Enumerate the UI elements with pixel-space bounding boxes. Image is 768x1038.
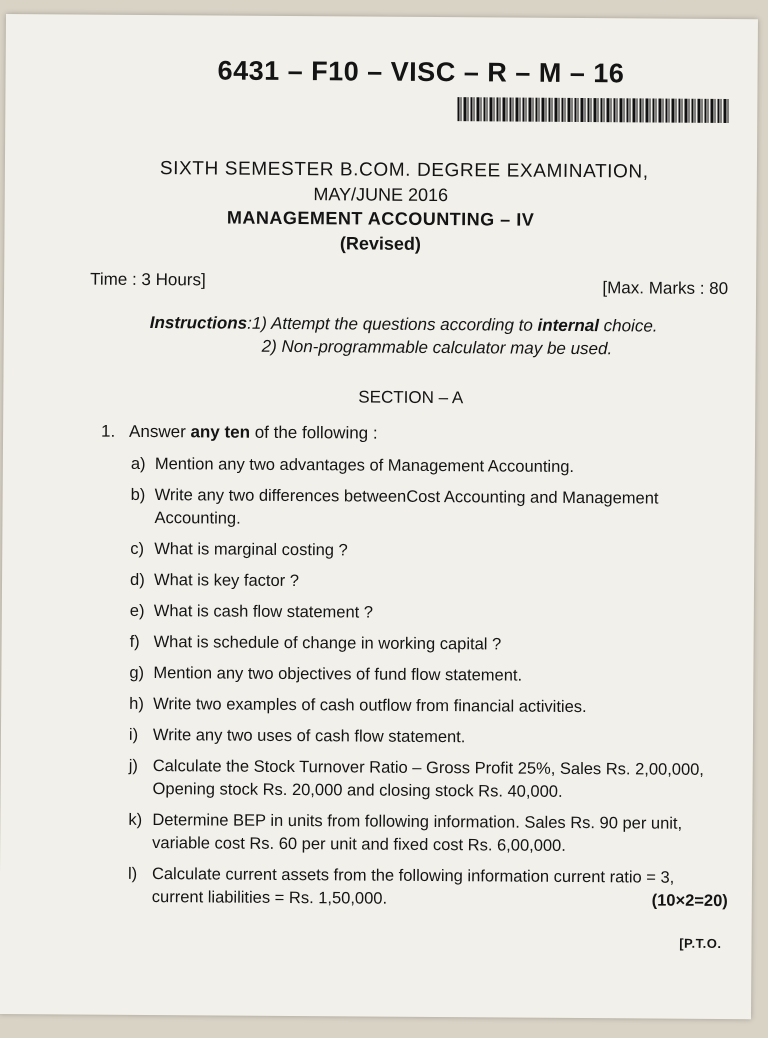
sub-question-text: Write two examples of cash outflow from financial activities.	[153, 695, 587, 717]
sub-question-label: h)	[129, 694, 144, 713]
sub-question-text: What is schedule of change in working capital ?	[153, 633, 502, 654]
sub-question-g	[129, 662, 729, 689]
sub-question-e	[130, 600, 730, 627]
sub-question-c	[130, 538, 730, 565]
sub-question-label: l)	[127, 864, 138, 883]
max-marks: [Max. Marks : 80	[602, 278, 729, 299]
sub-question-b	[130, 484, 730, 534]
sub-question-label: d)	[129, 570, 145, 589]
question-bold: any ten	[190, 422, 251, 442]
subject-title: MANAGEMENT ACCOUNTING – IV	[226, 207, 535, 230]
sub-question-label: b)	[130, 485, 146, 504]
sub-question-a	[131, 453, 731, 480]
sub-question-text: Calculate the Stock Turnover Ratio – Gross Profit 25%, Sales Rs. 2,00,000, Opening stock Rs. 20,000 and closing stock Rs. 40,000.	[152, 757, 704, 801]
sub-question-label: e)	[129, 601, 145, 620]
sub-question-text: Mention any two advantages of Management Accounting.	[154, 455, 575, 476]
sub-question-label: f)	[129, 632, 140, 651]
sub-question-text: What is cash flow statement ?	[153, 602, 374, 622]
question-number: 1.	[101, 421, 116, 441]
sub-question-j	[129, 755, 729, 805]
section-heading: SECTION – A	[358, 387, 464, 408]
question-suffix: of the following :	[249, 422, 378, 443]
sub-question-text: Mention any two objectives of fund flow statement.	[153, 664, 523, 685]
instructions-line-2: 2) Non-programmable calculator may be used.	[261, 336, 613, 359]
pto-label: [P.T.O.	[679, 935, 722, 952]
sub-question-label: i)	[128, 725, 139, 744]
sub-question-label: a)	[130, 454, 146, 473]
time-allowed: Time : 3 Hours]	[90, 269, 206, 290]
sub-question-text: Write any two uses of cash flow statement.	[152, 726, 466, 747]
sub-question-l	[128, 863, 728, 913]
sub-question-text: What is key factor ?	[153, 571, 300, 591]
sub-question-i	[129, 724, 729, 751]
revised-label: (Revised)	[339, 233, 421, 254]
instructions-line-1	[150, 313, 658, 337]
sub-question-label: c)	[130, 539, 145, 558]
sub-question-d	[130, 569, 730, 596]
question-prefix: Answer	[129, 421, 191, 442]
paper-code: 6431 – F10 – VISC – R – M – 16	[217, 55, 625, 89]
sub-question-list	[128, 453, 731, 921]
sub-question-k	[128, 809, 728, 859]
instructions-heading: Instructions	[149, 313, 248, 333]
sub-question-label: j)	[128, 756, 138, 775]
sub-question-label: g)	[129, 663, 145, 682]
question-marks: (10×2=20)	[651, 891, 728, 911]
exam-session: MAY/JUNE 2016	[313, 184, 449, 206]
sub-question-f	[130, 631, 730, 658]
question-paper	[0, 14, 758, 1019]
sub-question-h	[129, 693, 729, 720]
instructions-text-1c: choice.	[598, 316, 658, 336]
instructions-text-1a: :1) Attempt the questions according to	[247, 313, 538, 335]
sub-question-text: Determine BEP in units from following information. Sales Rs. 90 per unit, variable cost Rs. 60 per unit and fixed cost Rs. 6,00,000.	[152, 811, 683, 855]
sub-question-text: Write any two differences betweenCost Accounting and Management Accounting.	[154, 486, 659, 528]
sub-question-text: Calculate current assets from the following information current ratio = 3, current liabilities = Rs. 1,50,000.	[151, 865, 675, 908]
barcode	[457, 97, 729, 123]
sub-question-text: What is marginal costing ?	[154, 540, 348, 560]
sub-question-label: k)	[128, 810, 143, 829]
instructions-text-1b: internal	[537, 315, 600, 336]
question-1-stem	[101, 422, 378, 444]
exam-title: SIXTH SEMESTER B.COM. DEGREE EXAMINATION,	[159, 158, 649, 183]
